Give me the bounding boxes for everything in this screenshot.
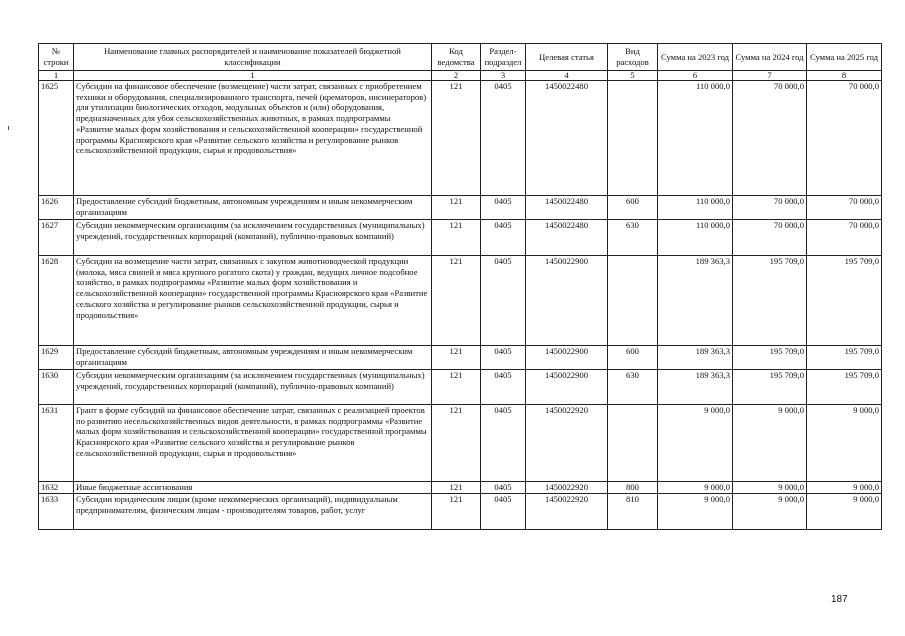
row-section: 0405 bbox=[481, 256, 526, 346]
row-dept-code: 121 bbox=[432, 196, 481, 220]
row-target: 1450022480 bbox=[526, 196, 608, 220]
header-sum-2025: Сумма на 2025 год bbox=[807, 44, 882, 71]
header-sum-2023: Сумма на 2023 год bbox=[658, 44, 733, 71]
table-row bbox=[39, 220, 882, 256]
row-sum-2024: 70 000,0 bbox=[733, 196, 807, 220]
header-section: Раздел-подраздел bbox=[481, 44, 526, 71]
column-number: 8 bbox=[807, 71, 882, 81]
row-number: 1627 bbox=[39, 220, 74, 256]
row-sum-2025: 195 709,0 bbox=[807, 370, 882, 405]
row-sum-2023: 110 000,0 bbox=[658, 196, 733, 220]
row-expense-type: 800 bbox=[608, 482, 658, 494]
row-number: 1629 bbox=[39, 346, 74, 370]
table-row bbox=[39, 346, 882, 370]
row-sum-2025: 70 000,0 bbox=[807, 81, 882, 196]
row-number: 1630 bbox=[39, 370, 74, 405]
row-sum-2023: 110 000,0 bbox=[658, 81, 733, 196]
row-sum-2024: 9 000,0 bbox=[733, 482, 807, 494]
row-section: 0405 bbox=[481, 494, 526, 530]
page-number: 187 bbox=[831, 594, 848, 605]
row-dept-code: 121 bbox=[432, 256, 481, 346]
row-dept-code: 121 bbox=[432, 482, 481, 494]
row-sum-2025: 195 709,0 bbox=[807, 256, 882, 346]
row-number: 1628 bbox=[39, 256, 74, 346]
row-sum-2025: 9 000,0 bbox=[807, 494, 882, 530]
column-number: 4 bbox=[526, 71, 608, 81]
row-section: 0405 bbox=[481, 405, 526, 482]
row-number: 1625 bbox=[39, 81, 74, 196]
row-expense-type: 810 bbox=[608, 494, 658, 530]
row-sum-2024: 9 000,0 bbox=[733, 405, 807, 482]
row-target: 1450022480 bbox=[526, 81, 608, 196]
row-number: 1631 bbox=[39, 405, 74, 482]
row-sum-2023: 189 363,3 bbox=[658, 346, 733, 370]
row-name: Субсидии некоммерческим организациям (за исключением государственных (муниципальных) учреждений, государственных корпораций (компаний), публично-правовых компаний) bbox=[74, 220, 432, 256]
table-row bbox=[39, 196, 882, 220]
row-section: 0405 bbox=[481, 196, 526, 220]
row-section: 0405 bbox=[481, 346, 526, 370]
header-row-number: № строки bbox=[39, 44, 74, 71]
header-sum-2024: Сумма на 2024 год bbox=[733, 44, 807, 71]
row-name: Иные бюджетные ассигнования bbox=[74, 482, 432, 494]
header-row bbox=[39, 44, 882, 71]
header-target: Целевая статья bbox=[526, 44, 608, 71]
table-row bbox=[39, 81, 882, 196]
row-expense-type: 600 bbox=[608, 346, 658, 370]
row-sum-2023: 9 000,0 bbox=[658, 494, 733, 530]
row-expense-type: 600 bbox=[608, 196, 658, 220]
row-target: 1450022920 bbox=[526, 405, 608, 482]
column-number: 5 bbox=[608, 71, 658, 81]
column-number: 3 bbox=[481, 71, 526, 81]
row-sum-2023: 9 000,0 bbox=[658, 405, 733, 482]
row-expense-type: 630 bbox=[608, 370, 658, 405]
row-expense-type: 630 bbox=[608, 220, 658, 256]
row-name: Грант в форме субсидий на финансовое обеспечение затрат, связанных с реализацией проектов по развитию несельскохозяйственных видов деятельности, в рамках подпрограммы «Развитие малых форм хозяйствования и сельскохозяйственной кооперации» государственной программы Красноярского края «Развитие сельского хозяйства и регулирование рынков сельскохозяйственной продукции, сырья и продовольствия» bbox=[74, 405, 432, 482]
row-name: Субсидии юридическим лицам (кроме некоммерческих организаций), индивидуальным предпринимателям, физическим лицам - производителям товаров, работ, услуг bbox=[74, 494, 432, 530]
column-number: 1 bbox=[39, 71, 74, 81]
row-section: 0405 bbox=[481, 220, 526, 256]
column-number: 6 bbox=[658, 71, 733, 81]
row-target: 1450022900 bbox=[526, 370, 608, 405]
row-dept-code: 121 bbox=[432, 346, 481, 370]
row-sum-2024: 70 000,0 bbox=[733, 81, 807, 196]
table-row bbox=[39, 370, 882, 405]
row-expense-type bbox=[608, 405, 658, 482]
header-expense-type: Вид расходов bbox=[608, 44, 658, 71]
row-expense-type bbox=[608, 81, 658, 196]
row-dept-code: 121 bbox=[432, 370, 481, 405]
table-row bbox=[39, 256, 882, 346]
row-section: 0405 bbox=[481, 81, 526, 196]
row-name: Предоставление субсидий бюджетным, автономным учреждениям и иным некоммерческим организациям bbox=[74, 196, 432, 220]
row-target: 1450022900 bbox=[526, 346, 608, 370]
row-section: 0405 bbox=[481, 482, 526, 494]
row-number: 1633 bbox=[39, 494, 74, 530]
row-sum-2023: 9 000,0 bbox=[658, 482, 733, 494]
row-sum-2024: 195 709,0 bbox=[733, 256, 807, 346]
table-row bbox=[39, 494, 882, 530]
row-number: 1632 bbox=[39, 482, 74, 494]
row-dept-code: 121 bbox=[432, 405, 481, 482]
row-sum-2025: 70 000,0 bbox=[807, 220, 882, 256]
row-name: Субсидии некоммерческим организациям (за исключением государственных (муниципальных) учреждений, государственных корпораций (компаний), публично-правовых компаний) bbox=[74, 370, 432, 405]
row-sum-2023: 110 000,0 bbox=[658, 220, 733, 256]
margin-mark bbox=[8, 126, 9, 130]
row-target: 1450022900 bbox=[526, 256, 608, 346]
column-number: 2 bbox=[432, 71, 481, 81]
row-expense-type bbox=[608, 256, 658, 346]
row-number: 1626 bbox=[39, 196, 74, 220]
header-dept-code: Код ведомства bbox=[432, 44, 481, 71]
row-dept-code: 121 bbox=[432, 81, 481, 196]
row-section: 0405 bbox=[481, 370, 526, 405]
row-sum-2024: 70 000,0 bbox=[733, 220, 807, 256]
header-name: Наименование главных распорядителей и наименование показателей бюджетной классификации bbox=[74, 44, 432, 71]
row-target: 1450022480 bbox=[526, 220, 608, 256]
row-dept-code: 121 bbox=[432, 494, 481, 530]
row-sum-2025: 9 000,0 bbox=[807, 482, 882, 494]
table-row bbox=[39, 405, 882, 482]
column-number: 7 bbox=[733, 71, 807, 81]
table-row bbox=[39, 482, 882, 494]
column-number: 1 bbox=[74, 71, 432, 81]
row-sum-2024: 9 000,0 bbox=[733, 494, 807, 530]
row-name: Субсидии на финансовое обеспечение (возмещение) части затрат, связанных с приобретением техники и оборудования, специализированного транспорта, печей (крематоров, инсинераторов) для утилизации биологических отходов, модульных объектов и (или) оборудования, предназначенных для убоя сельскохозяйственных животных, в рамках подпрограммы «Развитие малых форм хозяйствования и сельскохозяйственной кооперации» государственной программы Красноярского края «Развитие сельского хозяйства и регулирование рынков сельскохозяйственной продукции, сырья и продовольствия» bbox=[74, 81, 432, 196]
row-sum-2025: 195 709,0 bbox=[807, 346, 882, 370]
row-name: Субсидии на возмещение части затрат, связанных с закупом животноводческой продукции (молока, мяса свиней и мяса крупного рогатого скота) у граждан, ведущих личное подсобное хозяйство, в рамках подпрограммы «Развитие малых форм хозяйствования и сельскохозяйственной кооперации» государственной программы Красноярского края «Развитие сельского хозяйства и регулирование рынков сельскохозяйственной продукции, сырья и продовольствия» bbox=[74, 256, 432, 346]
row-name: Предоставление субсидий бюджетным, автономным учреждениям и иным некоммерческим организациям bbox=[74, 346, 432, 370]
row-sum-2023: 189 363,3 bbox=[658, 256, 733, 346]
row-sum-2023: 189 363,3 bbox=[658, 370, 733, 405]
row-sum-2025: 9 000,0 bbox=[807, 405, 882, 482]
row-sum-2024: 195 709,0 bbox=[733, 370, 807, 405]
row-target: 1450022920 bbox=[526, 494, 608, 530]
row-target: 1450022920 bbox=[526, 482, 608, 494]
row-sum-2025: 70 000,0 bbox=[807, 196, 882, 220]
column-numbers-row bbox=[39, 71, 882, 81]
row-sum-2024: 195 709,0 bbox=[733, 346, 807, 370]
budget-table bbox=[38, 43, 882, 530]
row-dept-code: 121 bbox=[432, 220, 481, 256]
